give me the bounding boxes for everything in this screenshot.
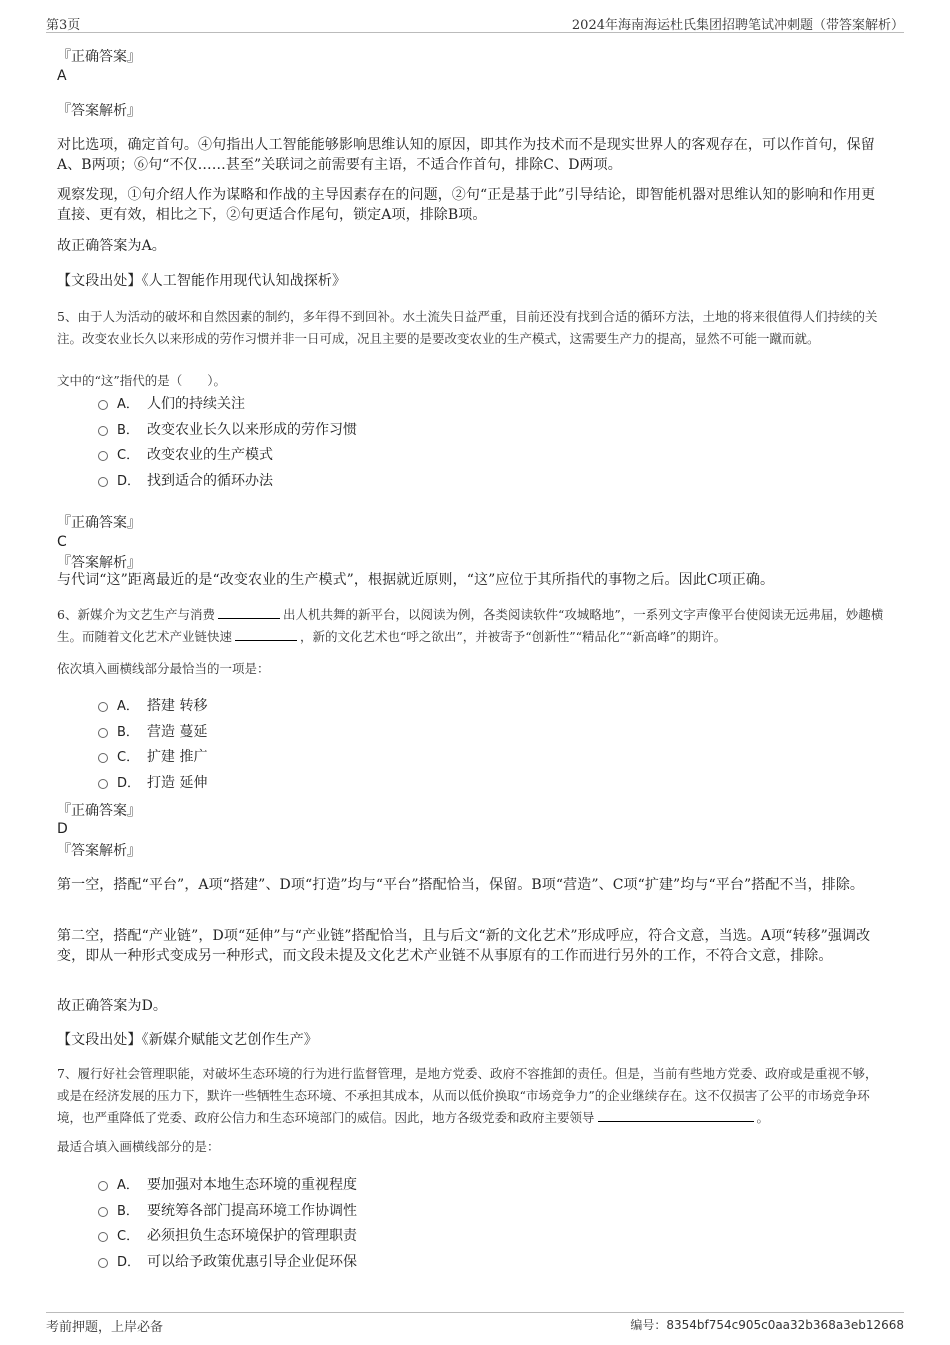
q6-analysis-paragraph: 第二空，搭配“产业链”，D项“延伸”与“产业链”搭配恰当，且与后文“新的文化艺术”形成呼应，符合文意，当选。A项“转移”强调改变，即从一种形式变成另一种形式，而文段未提及文化艺术产业链不从事原有的工作而进行另外的工作，不符合文意，排除。	[57, 928, 871, 964]
radio-icon[interactable]	[98, 426, 108, 436]
q5-option-a[interactable]: A． 人们的持续关注	[98, 395, 245, 414]
radio-icon[interactable]	[98, 400, 108, 410]
q6-conclusion: 故正确答案为D。	[57, 998, 168, 1014]
q6-correct-label: 『正确答案』	[57, 803, 141, 819]
q7-option-c[interactable]: C． 必须担负生态环境保护的管理职责	[98, 1227, 357, 1246]
q4-analysis-paragraph: 对比选项，确定首句。④句指出人工智能能够影响思维认知的原因，即其作为技术而不是现实世界人的客观存在，可以作首句，保留A、B两项；⑥句“不仅……甚至”关联词之前需要有主语，不适合作首句，排除C、D两项。	[57, 137, 875, 173]
q5-option-d[interactable]: D． 找到适合的循环办法	[98, 472, 273, 491]
radio-icon[interactable]	[98, 1181, 108, 1191]
q4-correct-label: 『正确答案』	[57, 49, 141, 65]
q7-stem: 7、履行好社会管理职能，对破坏生态环境的行为进行监督管理，是地方党委、政府不容推卸的责任。但是，当前有些地方党委、政府或是重视不够，或是在经济发展的压力下，默许一些牺牲生态环境、不承担其成本，从而以低价换取“市场竞争力”的企业继续存在。这不仅损害了公平的市场竞争环境，也严重降低了党委、政府公信力和生态环境部门的威信。因此，地方各级党委和政府主要领导 。	[57, 1066, 878, 1125]
radio-icon[interactable]	[98, 451, 108, 461]
radio-icon[interactable]	[98, 1258, 108, 1268]
q6-source: 【文段出处】《新媒介赋能文艺创作生产》	[57, 1032, 318, 1048]
document-code: 编号：8354bf754c905c0aa32b368a3eb12668	[630, 1318, 904, 1332]
q6-correct-value: D	[57, 821, 68, 837]
q5-option-b[interactable]: B． 改变农业长久以来形成的劳作习惯	[98, 421, 357, 440]
q6-analysis-label: 『答案解析』	[57, 843, 141, 859]
radio-icon[interactable]	[98, 1207, 108, 1217]
q6-option-b[interactable]: B． 营造 蔓延	[98, 723, 207, 742]
q5-correct-value: C	[57, 534, 67, 550]
radio-icon[interactable]	[98, 1232, 108, 1242]
q5-stem: 5、由于人为活动的破坏和自然因素的制约，多年得不到回补。水土流失日益严重，目前还没有找到合适的循环方法，土地的将来很值得人们持续的关注。改变农业长久以来形成的劳作习惯并非一日可成，况且主要的是要改变农业的生产模式，这需要生产力的提高，显然不可能一蹴而就。	[57, 309, 878, 346]
radio-icon[interactable]	[98, 702, 108, 712]
q5-analysis-label: 『答案解析』	[57, 555, 141, 571]
blank-line	[235, 628, 297, 641]
q6-option-a[interactable]: A． 搭建 转移	[98, 697, 207, 716]
footer-slogan: 考前押题，上岸必备	[46, 1320, 164, 1335]
q6-analysis-paragraph: 第一空，搭配“平台”，A项“搭建”、D项“打造”均与“平台”搭配恰当，保留。B项“营造”、C项“扩建”均与“平台”搭配不当，排除。	[57, 877, 865, 893]
q6-question: 依次填入画横线部分最恰当的一项是：	[57, 661, 270, 676]
q5-option-c[interactable]: C． 改变农业的生产模式	[98, 446, 273, 465]
q7-question: 最适合填入画横线部分的是：	[57, 1139, 220, 1154]
page-header	[46, 12, 904, 33]
q4-source: 【文段出处】《人工智能作用现代认知战探析》	[57, 273, 347, 289]
blank-line	[218, 606, 280, 619]
q6-stem: 6、新媒介为文艺生产与消费 出人机共舞的新平台，以阅读为例，各类阅读软件“攻城略地”，一系列文字声像平台使阅读无远弗届，妙趣横生。而随着文化艺术产业链快速 ，新的文化艺术也“呼之欲出”，并被寄予“创新性”“精品化”“新高峰”的期许。	[57, 607, 884, 644]
page-number: 第3页	[46, 18, 81, 33]
radio-icon[interactable]	[98, 753, 108, 763]
q5-correct-label: 『正确答案』	[57, 515, 141, 531]
q7-option-b[interactable]: B． 要统筹各部门提高环境工作协调性	[98, 1202, 357, 1221]
q4-correct-value: A	[57, 68, 67, 84]
q4-analysis-paragraph: 观察发现，①句介绍人作为谋略和作战的主导因素存在的问题，②句“正是基于此”引导结论，即智能机器对思维认知的影响和作用更直接、更有效，相比之下，②句更适合作尾句，锁定A项，排除B项。	[57, 187, 876, 223]
q6-option-c[interactable]: C． 扩建 推广	[98, 748, 207, 767]
radio-icon[interactable]	[98, 728, 108, 738]
q5-analysis: 与代词“这”距离最近的是“改变农业的生产模式”，根据就近原则，“这”应位于其所指代的事物之后。因此C项正确。	[57, 572, 775, 588]
q4-analysis-label: 『答案解析』	[57, 103, 141, 119]
radio-icon[interactable]	[98, 477, 108, 487]
q6-option-d[interactable]: D． 打造 延伸	[98, 774, 207, 793]
blank-line	[598, 1109, 754, 1122]
q7-option-d[interactable]: D． 可以给予政策优惠引导企业促环保	[98, 1253, 357, 1272]
radio-icon[interactable]	[98, 779, 108, 789]
page-footer	[46, 1312, 904, 1335]
document-title: 2024年海南海运杜氏集团招聘笔试冲刺题（带答案解析）	[571, 18, 904, 33]
q7-option-a[interactable]: A． 要加强对本地生态环境的重视程度	[98, 1176, 357, 1195]
q5-question: 文中的“这”指代的是（ ）。	[57, 373, 227, 388]
q4-conclusion: 故正确答案为A。	[57, 238, 166, 254]
